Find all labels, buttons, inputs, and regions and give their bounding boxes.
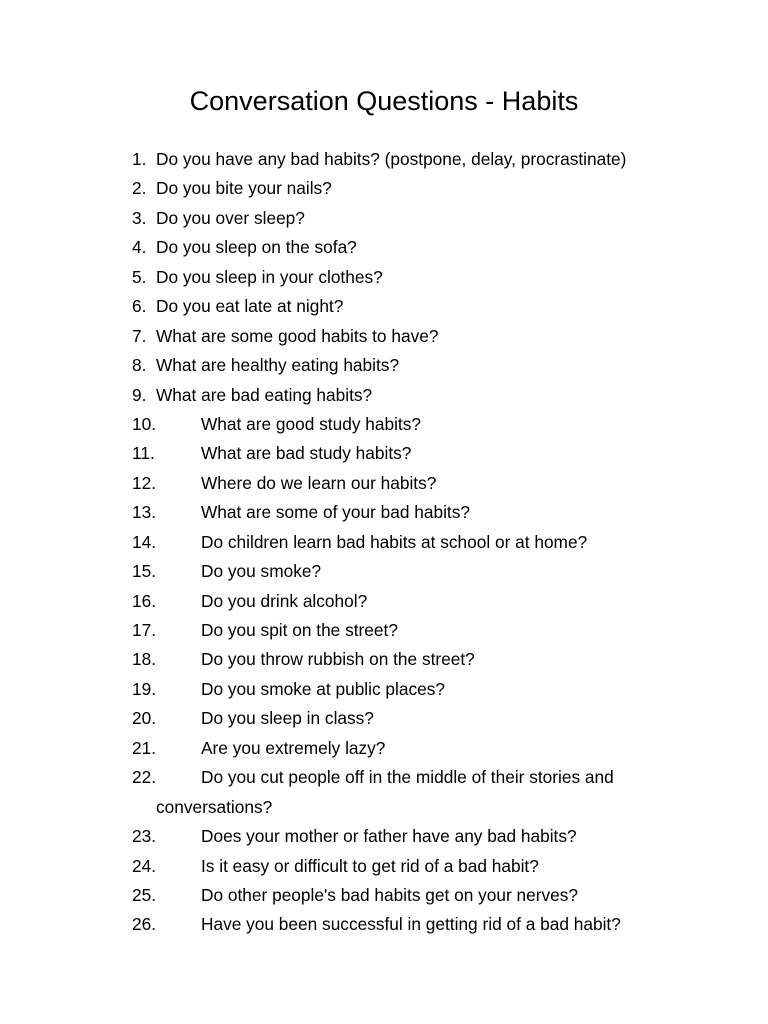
item-text: Do you spit on the street?	[201, 620, 398, 640]
item-text: Do you smoke?	[201, 561, 322, 582]
item-text: What are bad study habits?	[201, 443, 412, 464]
item-number: 18.	[132, 649, 157, 670]
list-item	[0, 528, 768, 557]
list-item	[0, 616, 768, 645]
item-number: 2.	[132, 178, 147, 199]
item-number: 19.	[132, 678, 157, 699]
item-number: 24.	[132, 855, 157, 876]
item-number: 12.	[132, 472, 157, 493]
item-number: 11.	[132, 443, 155, 464]
item-number: 26.	[132, 914, 157, 935]
list-item	[0, 587, 768, 616]
list-item	[0, 322, 768, 351]
list-item	[0, 292, 768, 321]
item-text: Do you sleep on the sofa?	[156, 237, 357, 258]
item-text: Does your mother or father have any bad habits?	[201, 826, 577, 847]
item-number: 25.	[132, 884, 157, 905]
list-item	[0, 557, 768, 586]
item-text: Do children learn bad habits at school or at home?	[201, 531, 588, 552]
item-text: Are you extremely lazy?	[201, 737, 386, 758]
list-item	[0, 910, 768, 939]
item-number: 4.	[132, 237, 147, 258]
item-number: 13.	[132, 502, 157, 523]
item-text: Do you have any bad habits? (postpone, delay, procrastinate)	[156, 149, 627, 169]
list-item	[0, 381, 768, 410]
item-text: What are bad eating habits?	[156, 384, 373, 405]
item-number: 5.	[132, 266, 147, 287]
list-item	[0, 852, 768, 881]
item-text: Where do we learn our habits?	[201, 472, 437, 493]
item-text: Have you been successful in getting rid of a bad habit?	[201, 914, 621, 935]
list-item	[0, 645, 768, 674]
item-number: 7.	[132, 325, 147, 346]
item-text: What are healthy eating habits?	[156, 355, 400, 376]
item-number: 22.	[132, 767, 157, 788]
list-item	[0, 204, 768, 233]
item-text: Do other people's bad habits get on your nerves?	[201, 884, 579, 905]
item-number: 1.	[132, 149, 147, 169]
list-item	[0, 233, 768, 262]
list-item	[0, 439, 768, 468]
item-text: What are good study habits?	[201, 413, 421, 434]
item-number: 15.	[132, 561, 157, 582]
page-title: Conversation Questions - Habits	[189, 86, 579, 116]
item-text: Do you smoke at public places?	[201, 678, 445, 699]
list-item	[0, 704, 768, 733]
item-text: Do you sleep in class?	[201, 708, 374, 729]
item-text: Do you sleep in your clothes?	[156, 266, 383, 287]
item-number: 17.	[132, 620, 157, 640]
item-text-continuation: conversations?	[156, 796, 273, 817]
list-item	[0, 145, 768, 174]
list-item	[0, 734, 768, 763]
item-number: 21.	[132, 737, 157, 758]
item-text: Do you cut people off in the middle of their stories and	[201, 767, 614, 788]
item-text: Is it easy or difficult to get rid of a bad habit?	[201, 855, 539, 876]
list-item	[0, 263, 768, 292]
list-item	[0, 351, 768, 380]
list-item	[0, 498, 768, 527]
list-item	[0, 174, 768, 203]
item-text: What are some good habits to have?	[156, 325, 439, 346]
item-number: 6.	[132, 296, 147, 317]
list-item	[0, 410, 768, 439]
item-number: 14.	[132, 531, 157, 552]
item-text: Do you drink alcohol?	[201, 590, 368, 611]
item-number: 10.	[132, 413, 157, 434]
item-number: 20.	[132, 708, 157, 729]
item-number: 16.	[132, 590, 157, 611]
item-number: 23.	[132, 826, 157, 847]
item-number: 8.	[132, 355, 147, 376]
list-item	[0, 675, 768, 704]
item-text: Do you bite your nails?	[156, 178, 332, 199]
item-text: Do you throw rubbish on the street?	[201, 649, 475, 670]
question-list	[0, 145, 768, 940]
list-item	[0, 822, 768, 851]
item-text: Do you over sleep?	[156, 207, 305, 228]
item-number: 9.	[132, 384, 147, 405]
item-number: 3.	[132, 207, 147, 228]
item-text: What are some of your bad habits?	[201, 502, 470, 523]
item-text: Do you eat late at night?	[156, 296, 344, 317]
list-item	[0, 469, 768, 498]
list-item	[0, 881, 768, 910]
list-item	[0, 763, 768, 822]
